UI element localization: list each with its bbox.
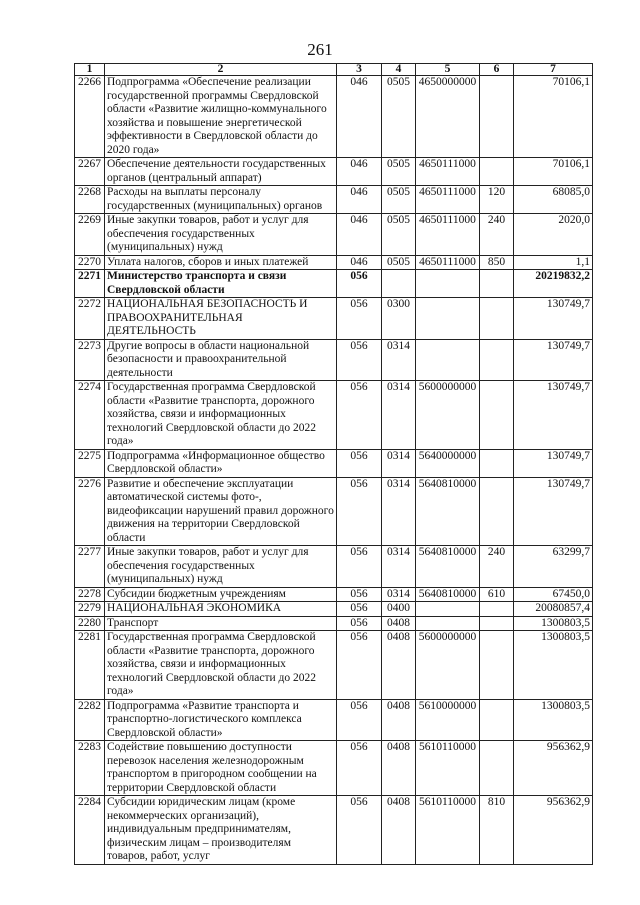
section-code-cell: 0314 — [382, 477, 416, 546]
admin-code-cell: 046 — [337, 158, 382, 186]
page-number: 261 — [307, 40, 333, 59]
admin-code-cell: 056 — [337, 587, 382, 602]
budget-table — [74, 63, 593, 865]
row-number-cell: 2277 — [75, 546, 105, 588]
section-code-cell: 0505 — [382, 186, 416, 214]
row-name-cell: Другие вопросы в области национальной безопасности и правоохранительной деятельности — [105, 339, 337, 381]
row-number-cell: 2270 — [75, 255, 105, 270]
row-name-cell: Обеспечение деятельности государственных органов (центральный аппарат) — [105, 158, 337, 186]
expense-type-cell: 120 — [480, 186, 514, 214]
section-code-cell: 0505 — [382, 158, 416, 186]
table-row — [75, 158, 593, 186]
row-number-cell: 2282 — [75, 699, 105, 741]
row-number-cell: 2275 — [75, 449, 105, 477]
expense-type-cell — [480, 449, 514, 477]
expense-type-cell — [480, 477, 514, 546]
section-code-cell: 0314 — [382, 546, 416, 588]
column-header: 3 — [337, 64, 382, 76]
row-name-cell: Субсидии юридическим лицам (кроме некоммерческих организаций), индивидуальным предпринимателям, физическим лицам – производителям товаров, работ, услуг — [105, 796, 337, 865]
target-article-cell: 5640000000 — [416, 449, 480, 477]
column-header: 2 — [105, 64, 337, 76]
amount-cell: 130749,7 — [514, 449, 593, 477]
table-row — [75, 546, 593, 588]
expense-type-cell — [480, 699, 514, 741]
amount-cell: 67450,0 — [514, 587, 593, 602]
row-number-cell: 2278 — [75, 587, 105, 602]
row-name-cell: НАЦИОНАЛЬНАЯ БЕЗОПАСНОСТЬ И ПРАВООХРАНИТЕЛЬНАЯ ДЕЯТЕЛЬНОСТЬ — [105, 298, 337, 340]
row-name-cell: Субсидии бюджетным учреждениям — [105, 587, 337, 602]
amount-cell: 1300803,5 — [514, 631, 593, 700]
row-number-cell: 2271 — [75, 270, 105, 298]
expense-type-cell — [480, 158, 514, 186]
row-name-cell: Расходы на выплаты персоналу государственных (муниципальных) органов — [105, 186, 337, 214]
column-header: 6 — [480, 64, 514, 76]
expense-type-cell: 240 — [480, 214, 514, 256]
target-article-cell: 4650000000 — [416, 76, 480, 158]
section-code-cell: 0314 — [382, 339, 416, 381]
table-row — [75, 699, 593, 741]
table-row — [75, 741, 593, 796]
amount-cell: 130749,7 — [514, 339, 593, 381]
target-article-cell — [416, 602, 480, 617]
row-name-cell: Подпрограмма «Развитие транспорта и транспортно-логистического комплекса Свердловской области» — [105, 699, 337, 741]
target-article-cell: 5640810000 — [416, 587, 480, 602]
expense-type-cell: 850 — [480, 255, 514, 270]
table-row — [75, 270, 593, 298]
target-article-cell — [416, 339, 480, 381]
target-article-cell: 4650111000 — [416, 214, 480, 256]
section-code-cell: 0408 — [382, 741, 416, 796]
row-number-cell: 2274 — [75, 381, 105, 450]
table-row — [75, 76, 593, 158]
column-header: 5 — [416, 64, 480, 76]
table-row — [75, 255, 593, 270]
row-name-cell: Иные закупки товаров, работ и услуг для обеспечения государственных (муниципальных) нужд — [105, 214, 337, 256]
amount-cell: 63299,7 — [514, 546, 593, 588]
amount-cell: 1300803,5 — [514, 616, 593, 631]
admin-code-cell: 046 — [337, 255, 382, 270]
table-row — [75, 339, 593, 381]
row-name-cell: Иные закупки товаров, работ и услуг для обеспечения государственных (муниципальных) нужд — [105, 546, 337, 588]
section-code-cell: 0408 — [382, 699, 416, 741]
expense-type-cell — [480, 339, 514, 381]
section-code-cell — [382, 270, 416, 298]
admin-code-cell: 056 — [337, 546, 382, 588]
expense-type-cell — [480, 381, 514, 450]
table-row — [75, 631, 593, 700]
target-article-cell: 5610110000 — [416, 796, 480, 865]
expense-type-cell — [480, 602, 514, 617]
section-code-cell: 0314 — [382, 381, 416, 450]
expense-type-cell — [480, 631, 514, 700]
table-row — [75, 298, 593, 340]
table-body — [75, 76, 593, 865]
section-code-cell: 0505 — [382, 76, 416, 158]
admin-code-cell: 056 — [337, 381, 382, 450]
column-header: 7 — [514, 64, 593, 76]
row-number-cell: 2280 — [75, 616, 105, 631]
row-name-cell: Транспорт — [105, 616, 337, 631]
row-name-cell: Подпрограмма «Информационное общество Свердловской области» — [105, 449, 337, 477]
row-name-cell: Содействие повышению доступности перевозок населения железнодорожным транспортом в пригородном сообщении на территории Свердловской области — [105, 741, 337, 796]
row-number-cell: 2268 — [75, 186, 105, 214]
row-number-cell: 2269 — [75, 214, 105, 256]
row-number-cell: 2273 — [75, 339, 105, 381]
admin-code-cell: 056 — [337, 796, 382, 865]
table-row — [75, 449, 593, 477]
admin-code-cell: 056 — [337, 699, 382, 741]
table-row — [75, 587, 593, 602]
target-article-cell: 5640810000 — [416, 477, 480, 546]
section-code-cell: 0400 — [382, 602, 416, 617]
row-name-cell: Государственная программа Свердловской области «Развитие транспорта, дорожного хозяйства, связи и информационных технологий Свердловской области до 2022 года» — [105, 381, 337, 450]
expense-type-cell: 610 — [480, 587, 514, 602]
admin-code-cell: 046 — [337, 76, 382, 158]
expense-type-cell — [480, 616, 514, 631]
admin-code-cell: 046 — [337, 186, 382, 214]
expense-type-cell — [480, 741, 514, 796]
row-number-cell: 2272 — [75, 298, 105, 340]
table-row — [75, 796, 593, 865]
table-row — [75, 477, 593, 546]
amount-cell: 130749,7 — [514, 381, 593, 450]
expense-type-cell: 240 — [480, 546, 514, 588]
table-row — [75, 602, 593, 617]
amount-cell: 20080857,4 — [514, 602, 593, 617]
table-row — [75, 381, 593, 450]
row-name-cell: НАЦИОНАЛЬНАЯ ЭКОНОМИКА — [105, 602, 337, 617]
admin-code-cell: 056 — [337, 616, 382, 631]
target-article-cell: 5610000000 — [416, 699, 480, 741]
row-number-cell: 2284 — [75, 796, 105, 865]
admin-code-cell: 056 — [337, 339, 382, 381]
amount-cell: 130749,7 — [514, 298, 593, 340]
admin-code-cell: 056 — [337, 477, 382, 546]
amount-cell: 1,1 — [514, 255, 593, 270]
target-article-cell: 4650111000 — [416, 158, 480, 186]
admin-code-cell: 056 — [337, 741, 382, 796]
section-code-cell: 0408 — [382, 616, 416, 631]
amount-cell: 70106,1 — [514, 158, 593, 186]
amount-cell: 1300803,5 — [514, 699, 593, 741]
row-number-cell: 2283 — [75, 741, 105, 796]
column-header: 1 — [75, 64, 105, 76]
amount-cell: 2020,0 — [514, 214, 593, 256]
table-header-row — [75, 64, 593, 76]
section-code-cell: 0300 — [382, 298, 416, 340]
row-number-cell: 2266 — [75, 76, 105, 158]
target-article-cell: 5610110000 — [416, 741, 480, 796]
section-code-cell: 0314 — [382, 449, 416, 477]
section-code-cell: 0314 — [382, 587, 416, 602]
row-number-cell: 2276 — [75, 477, 105, 546]
target-article-cell — [416, 298, 480, 340]
admin-code-cell: 056 — [337, 449, 382, 477]
expense-type-cell — [480, 298, 514, 340]
amount-cell: 956362,9 — [514, 741, 593, 796]
expense-type-cell: 810 — [480, 796, 514, 865]
expense-type-cell — [480, 270, 514, 298]
amount-cell: 130749,7 — [514, 477, 593, 546]
admin-code-cell: 046 — [337, 214, 382, 256]
row-name-cell: Подпрограмма «Обеспечение реализации государственной программы Свердловской области «Развитие жилищно-коммунального хозяйства и повышение энергетической эффективности в Свердловской области до 2020 года» — [105, 76, 337, 158]
section-code-cell: 0505 — [382, 255, 416, 270]
row-name-cell: Министерство транспорта и связи Свердловской области — [105, 270, 337, 298]
target-article-cell: 4650111000 — [416, 255, 480, 270]
row-name-cell: Развитие и обеспечение эксплуатации автоматической системы фото-, видеофиксации нарушений правил дорожного движения на территории Свердловской области — [105, 477, 337, 546]
amount-cell: 68085,0 — [514, 186, 593, 214]
admin-code-cell: 056 — [337, 602, 382, 617]
amount-cell: 20219832,2 — [514, 270, 593, 298]
table-row — [75, 186, 593, 214]
row-number-cell: 2279 — [75, 602, 105, 617]
column-header: 4 — [382, 64, 416, 76]
row-name-cell: Государственная программа Свердловской области «Развитие транспорта, дорожного хозяйства, связи и информационных технологий Свердловской области до 2022 года» — [105, 631, 337, 700]
target-article-cell: 5600000000 — [416, 631, 480, 700]
amount-cell: 956362,9 — [514, 796, 593, 865]
section-code-cell: 0408 — [382, 796, 416, 865]
target-article-cell — [416, 270, 480, 298]
section-code-cell: 0505 — [382, 214, 416, 256]
target-article-cell: 4650111000 — [416, 186, 480, 214]
admin-code-cell: 056 — [337, 270, 382, 298]
row-name-cell: Уплата налогов, сборов и иных платежей — [105, 255, 337, 270]
expense-type-cell — [480, 76, 514, 158]
row-number-cell: 2267 — [75, 158, 105, 186]
amount-cell: 70106,1 — [514, 76, 593, 158]
target-article-cell — [416, 616, 480, 631]
row-number-cell: 2281 — [75, 631, 105, 700]
table-row — [75, 214, 593, 256]
section-code-cell: 0408 — [382, 631, 416, 700]
admin-code-cell: 056 — [337, 298, 382, 340]
admin-code-cell: 056 — [337, 631, 382, 700]
target-article-cell: 5600000000 — [416, 381, 480, 450]
table-row — [75, 616, 593, 631]
target-article-cell: 5640810000 — [416, 546, 480, 588]
